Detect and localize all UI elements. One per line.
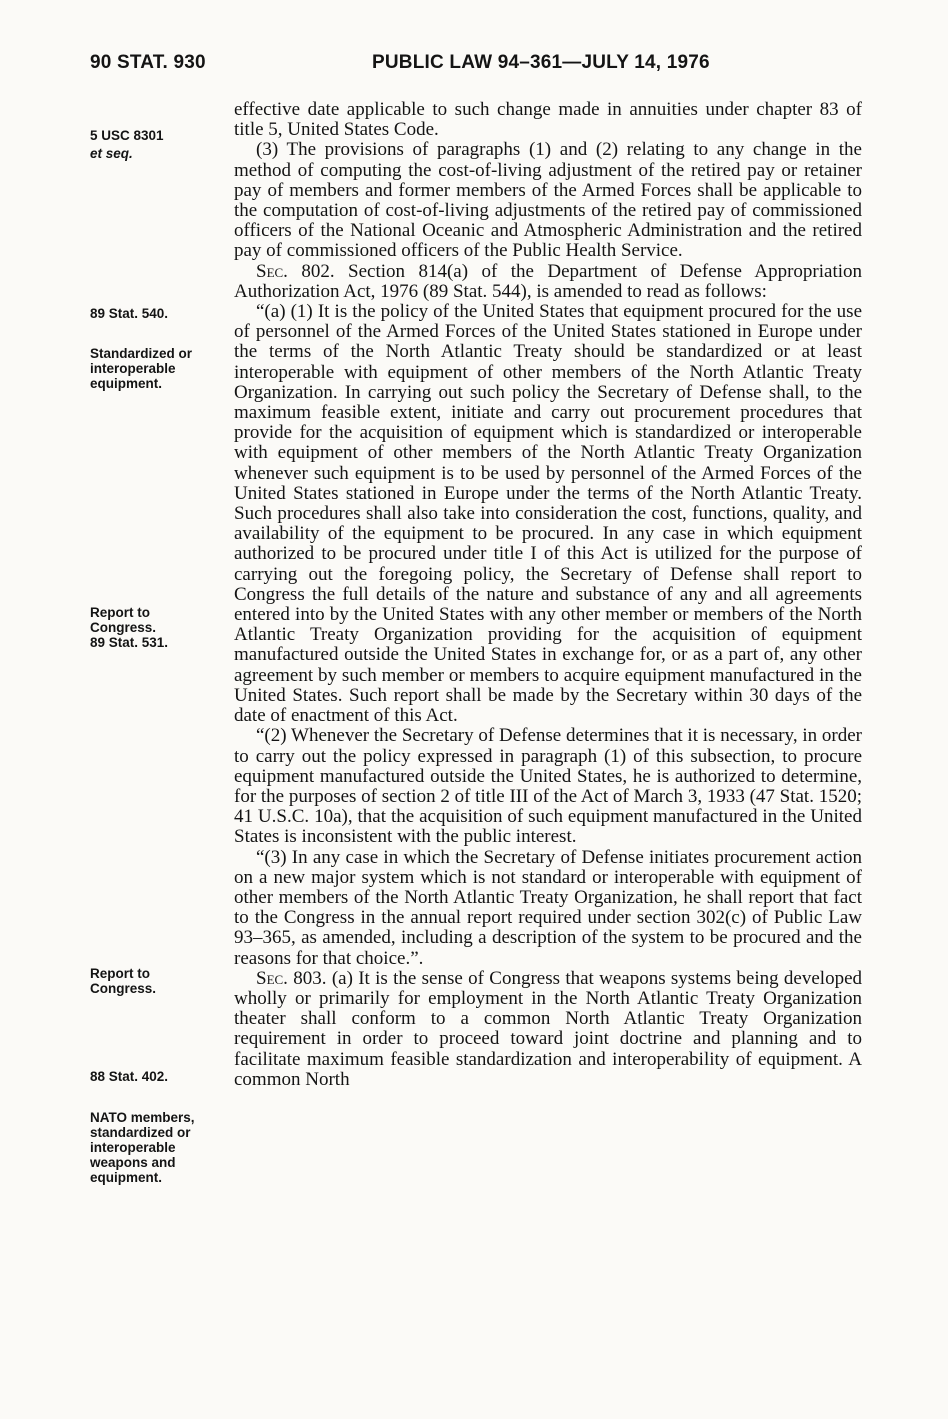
- margin-note-report-to-congress-2: Report to Congress.: [90, 966, 157, 996]
- section-802-label: Sec. 802.: [256, 260, 335, 282]
- paragraph-3: (3) The provisions of paragraphs (1) and (2) relating to any change in the method of computing the cost-of-living adjustment of the retired pay or retainer pay of members and former members of the Armed Forces shall be applicable to the computation of cost-of-living adjustments of the retired pay of commissioned officers of the National Oceanic and Atmospheric Administration and the retired pay of commissioned officers of the Public Health Service.: [234, 139, 862, 262]
- margin-note-nato-members: NATO members, standardized or interoperable weapons and equipment.: [90, 1110, 195, 1185]
- statute-body: [234, 100, 862, 1090]
- running-head: PUBLIC LAW 94–361—JULY 14, 1976: [372, 52, 710, 73]
- margin-note-5usc8301: 5 USC 8301 et seq.: [90, 128, 164, 161]
- subsection-a-1: “(a) (1) It is the policy of the United States that equipment procured for the use of personnel of the Armed Forces of the United States stationed in Europe under the terms of the North Atlantic Treaty should be standardized or at least interoperable with equipment of other members of the North Atlantic Treaty Organization. In carrying out such policy the Secretary of Defense shall, to the maximum feasible extent, initiate and carry out procurement procedures that provide for the acquisition of equipment which is standardized or interoperable with equipment of other members of the North Atlantic Treaty Organization whenever such equipment is to be used by personnel of the Armed Forces of the United States stationed in Europe under the terms of the North Atlantic Treaty. Such procedures shall also take into consideration the cost, functions, quality, and availability of the equipment to be procured. In any case in which equipment authorized to be procured under title I of this Act is utilized for the purpose of carrying out the foregoing policy, the Secretary of Defense shall report to Congress the full details of the nature and substance of any and all agreements entered into by the United States with any other member or members of the North Atlantic Treaty Organization providing for the acquisition of equipment manufactured outside the United States in exchange for, or as a part of, any other agreement by such member or members to acquire equipment manufactured in the United States. Such report shall be made by the Secretary within 30 days of the date of enactment of this Act.: [234, 301, 862, 727]
- section-803-text: (a) It is the sense of Congress that weapons systems being developed wholly or primarily for employment in the North Atlantic Treaty Organization theater shall conform to a common North Atlantic Treaty Organization requirement in order to proceed toward joint doctrine and planning and to facilitate maximum feasible standardization and interoperability of equipment. A common North: [234, 967, 863, 1090]
- margin-note-standardized: Standardized or interoperable equipment.: [90, 346, 193, 391]
- section-802: [234, 262, 862, 302]
- page-header: [90, 52, 860, 82]
- margin-note-89stat540: 89 Stat. 540.: [90, 306, 169, 321]
- subsection-a-2: “(2) Whenever the Secretary of Defense determines that it is necessary, in order to carry out the policy expressed in paragraph (1) of this subsection, to procure equipment manufactured outside the United States, he is authorized to determine, for the purposes of section 2 of title III of the Act of March 3, 1933 (47 Stat. 1520; 41 U.S.C. 10a), that the acquisition of such equipment manufactured in the United States is inconsistent with the public interest.: [234, 725, 862, 848]
- subsection-a-3: “(3) In any case in which the Secretary of Defense initiates procurement action on a new major system which is not standard or interoperable with equipment of other members of the North Atlantic Treaty Organization, he shall report that fact to the Congress in the annual report required under section 302(c) of Public Law 93–365, as amended, including a description of the system to be procured and the reasons for that choice.”.: [234, 846, 862, 969]
- paragraph-continuation: effective date applicable to such change made in annuities under chapter 83 of title 5, United States Code.: [234, 99, 862, 141]
- margin-note-88stat402: 88 Stat. 402.: [90, 1069, 169, 1084]
- section-803: [234, 969, 862, 1090]
- section-803-label: Sec. 803.: [256, 967, 327, 989]
- stat-page-number: 90 STAT. 930: [90, 52, 206, 73]
- margin-note-report-to-congress-1: Report to Congress. 89 Stat. 531.: [90, 605, 169, 650]
- section-802-text: Section 814(a) of the Department of Defense Appropriation Authorization Act, 1976 (89 Stat. 544), is amended to read as follows:: [234, 260, 863, 302]
